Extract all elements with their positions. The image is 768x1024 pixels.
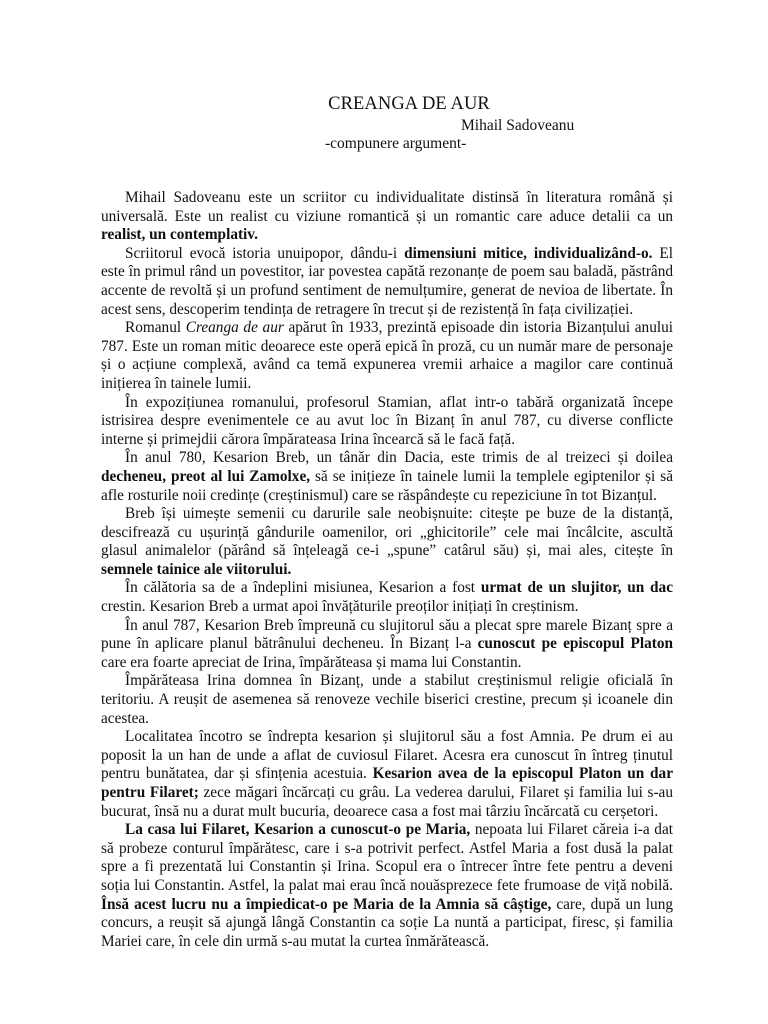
bold-text: cunoscut pe episcopul Platon <box>477 635 673 653</box>
document-body <box>101 189 673 951</box>
text-run: Împărăteasa Irina domnea în Bizanț, unde a stabilut creștinismul religie oficială în teritoriu. A reușit de asemenea să renoveze vechile biserici crestine, precum și icoanele din acestea. <box>101 672 673 727</box>
italic-text: Creanga de aur <box>185 319 284 337</box>
document-subtitle: -compunere argument- <box>325 135 467 152</box>
text-run: Mihail Sadoveanu este un scriitor cu individualitate distinsă în literatura română și universală. Este un realist cu viziune romantică și un romantic care aduce detalii ca un <box>101 189 673 225</box>
text-run: Localitatea încotro se îndrepta kesarion și slujitorul său a fost Amnia. Pe drum ei au poposit la un han de unde a aflat de cuviosul Filaret. Acesra era cunoscut în întreg ținutul pentru bunătatea, dar și sfințenia acestuia. <box>101 728 673 783</box>
text-run: Breb își uimește semenii cu darurile sale neobișnuite: citește pe buze de la distanță, descifrează cu ușurință gândurile oamenilor, ori „ghicitorile” cele mai încâlcite, ascultă glasul animalelor (părând să înțeleagă ce-i „spune” catârul său) și, mai ales, citește în <box>101 505 673 560</box>
paragraph <box>101 319 673 393</box>
paragraph <box>101 821 673 951</box>
paragraph <box>101 245 673 319</box>
paragraph <box>101 394 673 450</box>
document-title: CREANGA DE AUR <box>328 94 490 114</box>
bold-text: urmat de un slujitor, un dac <box>480 579 673 597</box>
text-run: În anul 780, Kesarion Breb, un tânăr din Dacia, este trimis de al treizeci și doilea <box>125 449 673 467</box>
text-run: crestin. Kesarion Breb a urmat apoi învățăturile preoților inițiați în creștinism. <box>101 598 579 616</box>
paragraph <box>101 189 673 245</box>
bold-text: Însă acest lucru nu a împiedicat-o pe Maria de la Amnia să câștige, <box>101 895 552 913</box>
paragraph <box>101 505 673 579</box>
text-run: În expozițiunea romanului, profesorul Stamian, aflat intr-o tabără organizată începe istrisirea despre evenimentele ce au avut loc în Bizanț în anul 787, cu diverse conflicte interne și primejdii cărora împărateasa Irina încearcă să le facă față. <box>101 393 673 448</box>
text-run: El este în primul rând un povestitor, iar povestea capătă rezonanțe de poem sau baladă, păstrând accente de revoltă și un profund sentiment de nemulțumire, generat de nevioa de libertate. În acest sens, descoperim tendința de retragere în trecut și de rezistență în fața civilizației. <box>101 244 674 318</box>
text-run: zece măgari încărcați cu grâu. La vederea darului, Filaret și familia lui s-au bucurat, însă nu a durat mult bucuria, deoarece casa a fost mai târziu încărcată cu cerșetori. <box>101 784 673 820</box>
bold-text: Kesarion avea de la episcopul Platon un dar pentru Filaret; <box>101 765 673 801</box>
bold-text: decheneu, preot al lui Zamolxe, <box>101 467 311 485</box>
paragraph <box>101 728 673 821</box>
paragraph <box>101 672 673 728</box>
bold-text: semnele tainice ale viitorului. <box>101 560 292 578</box>
text-run: În călătoria sa de a îndeplini misiunea, Kesarion a fost <box>125 579 481 597</box>
text-run: În anul 787, Kesarion Breb împreună cu slujitorul său a plecat spre marele Bizanț spre a pune în aplicare planul bătrânului decheneu. În Bizanț l-a <box>101 616 673 653</box>
bold-text: La casa lui Filaret, Kesarion a cunoscut-o pe Maria, <box>125 821 471 839</box>
text-run: care era foarte apreciat de Irina, împărăteasa și mama lui Constantin. <box>101 653 522 671</box>
paragraph <box>101 617 673 673</box>
bold-text: realist, un contemplativ. <box>101 226 258 244</box>
text-run: care, după un lung concurs, a reușit să ajungă lângă Constantin ca soție La nuntă a participat, firesc, și familia Mariei care, în cele din urmă s-au mutat la curtea înmărătească. <box>101 895 673 950</box>
paragraph <box>101 449 673 505</box>
text-run: Scriitorul evocă istoria unuipopor, dându-i <box>125 244 405 262</box>
text-run: să se inițieze în tainele lumii la templele egiptenilor și să afle rosturile noii credințe (creștinismul) care se răspândește cu repeziciune în tot Bizanțul. <box>101 467 673 504</box>
text-run: nepoata lui Filaret căreia i-a dat să probeze conturul împărătesc, care i s-a potrivit perfect. Astfel Maria a fost dusă la palat spre a fi prezentată lui Constantin și Irina. Scopul era o întrecer între fete pentru a deveni soția lui Constantin. Astfel, la palat mai erau încă nouăsprezece fete frumoase de viță nobilă. <box>101 821 673 894</box>
text-run: apărut în 1933, prezintă episoade din istoria Bizanțului anului 787. Este un roman mitic deoarece este operă epică în proză, cu un număr mare de personaje și o acțiune complexă, având ca temă expunerea vremii arhaice a magilor care continuă inițierea în tainele lumii. <box>101 319 673 392</box>
text-run: Romanul <box>125 319 186 337</box>
author-name: Mihail Sadoveanu <box>461 117 575 134</box>
bold-text: dimensiuni mitice, individualizând-o. <box>404 244 653 262</box>
paragraph <box>101 579 673 616</box>
